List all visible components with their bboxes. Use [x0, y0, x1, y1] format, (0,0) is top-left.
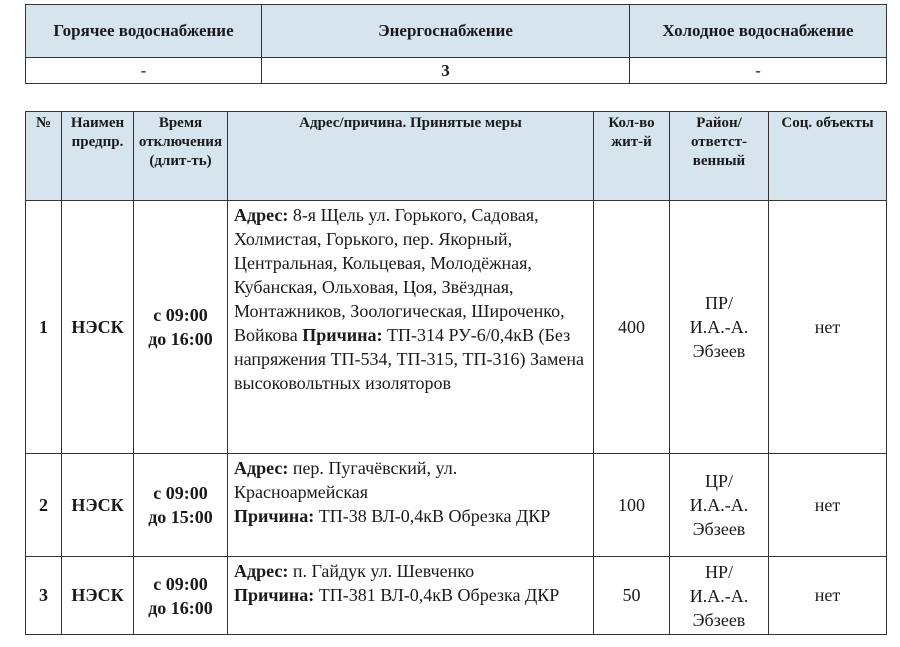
col-district-header: Район/ ответст- венный [670, 112, 769, 201]
power-supply-count: 3 [262, 58, 630, 84]
cold-water-header: Холодное водоснабжение [630, 5, 887, 58]
row-residents: 50 [594, 557, 670, 635]
hot-water-header: Горячее водоснабжение [26, 5, 262, 58]
reason-label: Причина: [234, 585, 315, 605]
row-company: НЭСК [62, 557, 134, 635]
row-num: 1 [26, 201, 62, 454]
row-social: нет [769, 201, 887, 454]
col-company-header: Наимен предпр. [62, 112, 134, 201]
row-num: 3 [26, 557, 62, 635]
outage-table [25, 111, 887, 635]
time-to: до 16:00 [148, 597, 213, 618]
row-residents: 400 [594, 201, 670, 454]
time-to: до 15:00 [148, 507, 213, 527]
reason-text: ТП-38 ВЛ-0,4кВ Обрезка ДКР [318, 506, 551, 526]
row-residents: 100 [594, 454, 670, 557]
reason-text: ТП-381 ВЛ-0,4кВ Обрезка ДКР [318, 585, 560, 605]
col-residents-header: Кол-во жит-й [594, 112, 670, 201]
row-company: НЭСК [62, 201, 134, 454]
row-district [670, 454, 769, 557]
reason-text: ТП-314 РУ-6/0,4кВ (Без напряжения ТП-534, ТП-315, ТП-316) Замена высоковольтных изоляторов [234, 325, 584, 393]
col-num-header: № [26, 112, 62, 201]
row-time [134, 557, 228, 635]
time-from: с 09:00 [153, 483, 208, 503]
responsible-person: И.А.-А. Эбзеев [689, 585, 749, 630]
row-address-reason [228, 557, 594, 635]
address-label: Адрес: [234, 205, 289, 225]
table-row [26, 557, 887, 635]
address-label: Адрес: [234, 561, 289, 581]
row-num: 2 [26, 454, 62, 557]
responsible-person: И.А.-А. Эбзеев [689, 495, 749, 539]
row-address-reason [228, 454, 594, 557]
district-code: ПР/ [704, 293, 733, 313]
row-district [670, 557, 769, 635]
district-code: НР/ [704, 561, 733, 582]
responsible-person: И.А.-А. Эбзеев [689, 317, 749, 361]
row-address-reason [228, 201, 594, 454]
row-time [134, 454, 228, 557]
time-from: с 09:00 [153, 573, 208, 594]
reason-label: Причина: [302, 325, 383, 345]
address-text: пер. Пугачёвский, ул. Красноармейская [234, 458, 458, 502]
time-from: с 09:00 [153, 305, 208, 325]
hot-water-count: - [26, 58, 262, 84]
table-row [26, 201, 887, 454]
reason-label: Причина: [234, 506, 315, 526]
district-code: ЦР/ [704, 471, 733, 491]
col-social-header: Соц. объекты [769, 112, 887, 201]
row-district [670, 201, 769, 454]
cold-water-count: - [630, 58, 887, 84]
address-text: п. Гайдук ул. Шевченко [292, 561, 475, 581]
table-row [26, 454, 887, 557]
address-label: Адрес: [234, 458, 289, 478]
row-social: нет [769, 557, 887, 635]
power-supply-header: Энергоснабжение [262, 5, 630, 58]
col-address-header: Адрес/причина. Принятые меры [228, 112, 594, 201]
utility-summary-table [25, 4, 887, 84]
outage-header-row [26, 112, 887, 201]
row-time [134, 201, 228, 454]
row-social: нет [769, 454, 887, 557]
col-time-header: Время отключения (длит-ть) [134, 112, 228, 201]
time-to: до 16:00 [148, 329, 213, 349]
address-text: 8-я Щель ул. Горького, Садовая, Холмистая, Горького, пер. Якорный, Центральная, Кольцевая, Молодёжная, Кубанская, Ольховая, Цоя, Звёздная, Монтажников, Зоологическая, Широченко, Войкова [234, 205, 565, 345]
row-company: НЭСК [62, 454, 134, 557]
